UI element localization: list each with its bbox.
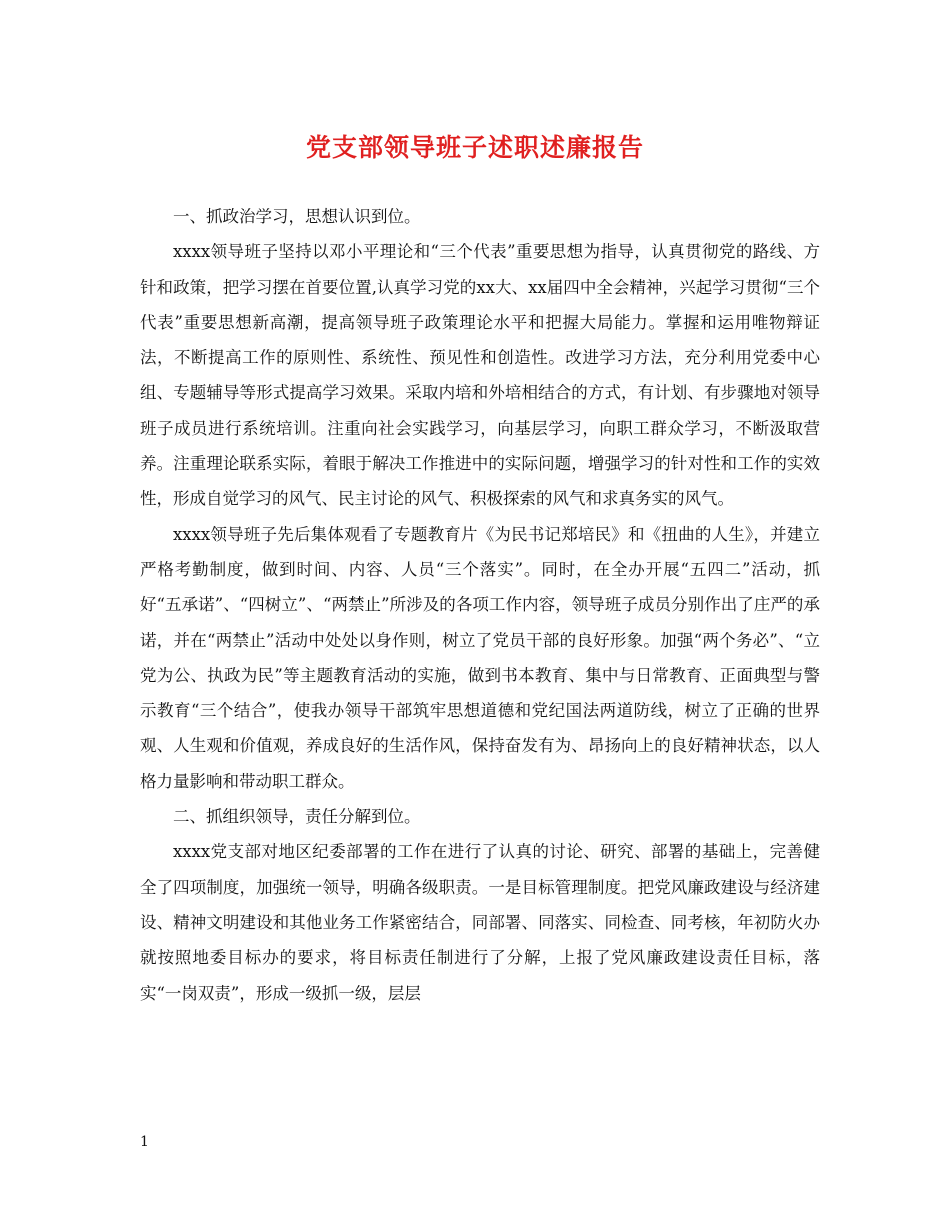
section-heading-1: 一、抓政治学习，思想认识到位。 [173, 207, 421, 226]
body-paragraph-2: xxxx领导班子先后集体观看了专题教育片《为民书记郑培民》和《扭曲的人生》，并建立严格考勤制度，做到时间、内容、人员“三个落实”。同时，在全办开展“五四二”活动，抓好“五承诺”、“四树立”、“两禁止”所涉及的各项工作内容，领导班子成员分别作出了庄严的承诺，并在“两禁止”活动中处处以身作则，树立了党员干部的良好形象。加强“两个务必”、“立党为公、执政为民”等主题教育活动的实施，做到书本教育、集中与日常教育、正面典型与警示教育“三个结合”，使我办领导干部筑牢思想道德和党纪国法两道防线，树立了正确的世界观、人生观和价值观，养成良好的生活作风，保持奋发有为、昂扬向上的良好精神状态，以人格力量影响和带动职工群众。 [140, 524, 820, 791]
page-number: 1 [140, 1134, 149, 1150]
body-paragraph-3: xxxx党支部对地区纪委部署的工作在进行了认真的讨论、研究、部署的基础上，完善健全了四项制度，加强统一领导，明确各级职责。一是目标管理制度。把党风廉政建设与经济建设、精神文明建设和其他业务工作紧密结合，同部署、同落实、同检查、同考核，年初防火办就按照地委目标办的要求，将目标责任制进行了分解，上报了党风廉政建设责任目标，落实“一岗双责”，形成一级抓一级，层层 [140, 842, 820, 1003]
document-body [140, 199, 820, 1011]
section-heading-2: 二、抓组织领导，责任分解到位。 [173, 807, 421, 827]
document-title: 党支部领导班子述职述廉报告 [305, 133, 644, 162]
body-paragraph-1: xxxx领导班子坚持以邓小平理论和“三个代表”重要思想为指导，认真贯彻党的路线、方针和政策，把学习摆在首要位置,认真学习党的xx大、xx届四中全会精神，兴起学习贯彻“三个代表”重要思想新高潮，提高领导班子政策理论水平和把握大局能力。掌握和运用唯物辩证法，不断提高工作的原则性、系统性、预见性和创造性。改进学习方法，充分利用党委中心组、专题辅导等形式提高学习效果。采取内培和外培相结合的方式，有计划、有步骤地对领导班子成员进行系统培训。注重向社会实践学习，向基层学习，向职工群众学习，不断汲取营养。注重理论联系实际，着眼于解决工作推进中的实际问题，增强学习的针对性和工作的实效性，形成自觉学习的风气、民主讨论的风气、积极探索的风气和求真务实的风气。 [140, 242, 820, 509]
